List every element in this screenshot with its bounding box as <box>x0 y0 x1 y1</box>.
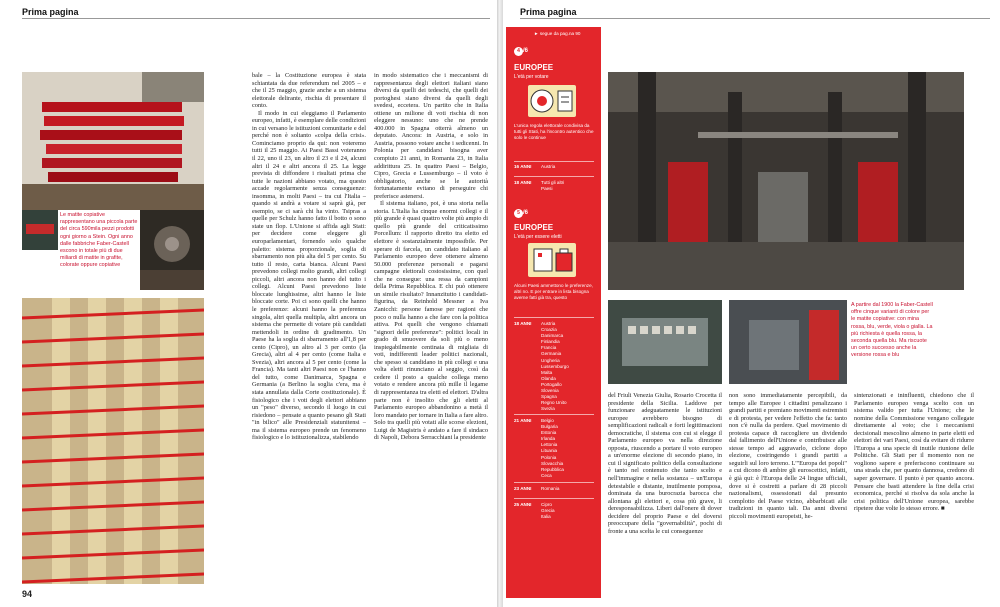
left-col1-para-1: bale – la Costituzione europea è stata schiantata da due referendum nel 2005 – e che il 25 maggio, grazie anche a un sistema elettorale delirante, rischia di presentare il conto. <box>252 72 366 110</box>
left-col2-para-2: Il sistema italiano, poi, è una storia nella storia. L'Italia ha cinque enormi collegi e il più grande è quasi quattro volte più ampio di quello più grande del criticatissimo Porcellum: il rapporto diretto tra eletto ed elettore è sostanzialmente impossibile. Per sperare di farcela, un candidato italiano al Parlamento europeo deve ottenere almeno 50.000 preferenze personali e pagarsi campagne elettorali costosissime, con quel che ne consegue: una ressa da campioni della Prima Repubblica. E chi può ottenere un simile risultato? Innanzitutto i candidati-figurina, da Reinhold Messner a Iva Zanicchi: persone famose per ragioni che poco o nulla hanno a che fare con la politica attiva. Poi quelli che vengono chiamati "signori delle preferenze": politici locali in grado di smuovere da soli più o meno inspiegabilmente centinaia di migliaia di voti, indifferenti leader politici nazionali, che spesso si candidano in più collegi e una volta eletti rinunciano al seggio, così da cedere il posto a qualche collega meno votato e rendere ancora più mille il legame di rappresentanza tra eletti ed elettori. D'altra parte non è insolito che gli eletti al Parlamento europeo abbandonino a metà il loro mandato per tornare in Italia a fare altro. Solo tra quelli più votati alle scorse elezioni, Luigi de Magistris è andato a fare il sindaco di Napoli, Debora Serracchiani la presidente <box>374 200 488 442</box>
photo-factory-hall <box>608 72 964 290</box>
running-head-left: Prima pagina <box>22 7 79 17</box>
caption-right: A partire dal 1900 la Faber-Castell offre cinque varianti di colore per le matite copiative: con mina rossa, blu, verde, viola o gialla. La più richiesta è quella rossa, la seconda quella blu. Ma riscuote un certo successo anche la versione rossa e blu <box>851 302 933 359</box>
right-column-2 <box>729 392 847 584</box>
sidebar-section-5-subtitle: L'età per essere eletti <box>514 234 562 240</box>
sidebar-section-5-number: 5 /6 <box>514 209 528 218</box>
header-rule-left <box>22 18 490 19</box>
page-number-left: 94 <box>22 589 33 599</box>
sidebar-list-16: Austria <box>541 164 556 169</box>
photo-pencils-on-rails <box>22 298 204 584</box>
arrow-right-icon: ► <box>534 31 539 36</box>
photo-machine-gears <box>140 210 204 290</box>
sidebar-candidate-age-25: 25 ANNI <box>514 502 532 507</box>
sidebar-candidate-age-21: 21 ANNI <box>514 418 532 423</box>
sidebar-divider <box>514 414 594 415</box>
caption-left: Le matite copiative rappresentano una piccola parte del circa 590mila pezzi prodotti ogni giorno a Stein. Ogni anno dalle fabbriche Faber-Castell escono in totale più di due miliardi di matite in grafite, colorate oppure copiative <box>60 212 138 269</box>
sidebar-divider <box>514 161 594 162</box>
right-column-3 <box>854 392 974 584</box>
sidebar-section-5-title: EUROPEE <box>514 223 554 232</box>
sidebar-candidate-list-18: Austria Croazia Danimarca Finlandia Francia Germania Ungheria Lussemburgo Malta Olanda Portogallo Slovenia Spagna Regno Unito Svezia <box>541 321 569 412</box>
left-col2-para-1: in modo sistematico che i meccanismi di rappresentanza degli elettori italiani siano diversi da quelli dei tedeschi, che quelli dei portoghesi siano diversi da quelli degli svedesi, eccetera. Un partito che in Italia ottiene un milione di voti rischia di non eleggere nessuno: uno che ne prende 400.000 in Spagna otterrà almeno un deputato. Ancora: in Austria, e solo in Austria, possono votare anche i sedicenni. In Polonia per candidarsi bisogna aver compiuto 21 anni, in Romania 23, in Italia addirittura 25. In quattro Paesi – Belgio, Cipro, Grecia e Lussemburgo – il voto è obbligatorio, anche se le autorità fortunatamente evitano di perseguire chi preferisce astenersi. <box>374 72 488 200</box>
sidebar-divider <box>514 482 594 483</box>
right-col3-text: sintenzionati e ininfluenti, chiedono che il Parlamento europeo venga scelto con un sistema valido per tutta l'Unione; che le nomine della Commissione vengano collegate direttamente al voto; che i meccanismi decisionali mescolino almeno in parte eletti ed elettori dei vari Paesi, così da evitare di ridurre l'Europa a una specie di inutile riunione delle Politiche. Gli Stati per il momento non ne vogliono sapere e preferiscono continuare su una strada che, per quanto dannosa, credono di saper governare. Il punto è per quanto ancora. Pensare che basti attendere la fine della crisi economica, perché si risolva da sola anche la crisi politica dell'Unione europea, sarebbe ripetere due volte lo stesso errore. ■ <box>854 392 974 513</box>
sidebar-candidate-list-23: Romania <box>541 486 560 491</box>
photo-pencil-case-tins <box>608 300 722 384</box>
photo-machine-detail <box>22 210 58 250</box>
sidebar-section-4-title: EUROPEE <box>514 63 554 72</box>
right-column-1 <box>608 392 722 584</box>
left-column-1 <box>252 72 366 584</box>
sidebar-candidate-age-23: 23 ANNI <box>514 486 532 491</box>
photo-red-pencils-bundle <box>22 72 204 210</box>
running-head-right: Prima pagina <box>520 7 577 17</box>
sidebar-list-18: Tutti gli altri Paesi <box>541 180 565 192</box>
ballot-box-illustration <box>528 243 576 277</box>
right-col1-text: del Friuli Venezia Giulia, Rosario Crocetta il presidente della Sicilia. Laddove per funzionare adeguatamente le istituzioni europee avrebbero bisogno di semplificazioni radicali e forti legittimazioni democratiche, il sistema con cui si elegge il Parlamento europeo va nella direzione opposta, riuscendo a portare il voto europeo a un'enorme elezione di secondo piano, in cui il significato politico della consultazione è tanto nel contenuto che tanto scelto e nell'immagine e nella sostanza – un'Europa detestabile e distante, inutilmente pomposa, dominata da una burocrazia barocca che allontana gli elettori e, cosa più grave, li deresponsabilizza. Liberi dall'onere di dover decidere del proprio Paese e del doversi preoccupare della "governabilità", pochi di fronte a una scelta le cui conseguenze <box>608 392 722 535</box>
right-col2-text: non sono immediatamente percepibili, da tempo alle Europee i cittadini penalizzano i grandi partiti e premiano movimenti estremisti e di protesta, per vedere l'effetto che fa: tanto non c'è nulla da perdere. Quel movimento di protesta capace di raccogliere un dividendo dal fallimento dell'Unione e contribuisce alle stesse tempo ad aggravarlo, ciclone dopo elezione, costringendo i grandi partiti a seguirli sul loro terreno. L'"Europa dei popoli" a cui dicono di ambire gli euroscettici, infatti, è già qui: è l'Europa delle 24 lingue ufficiali, dove si è costretti a parlare di 28 piccoli nazionalismi, ossessionati dal presunto complotto del Paese vicino, abbarbicati alle tradizioni in quanto tali. Da anni diversi piccoli movimenti europeisti, he- <box>729 392 847 520</box>
sidebar-divider <box>514 317 594 318</box>
sidebar-divider <box>514 498 594 499</box>
header-rule-right <box>520 18 990 19</box>
sidebar-section-4-text: L'unica regola elettorale condivisa da tutti gli Stati, ha l'incontro autentico che solo le continue <box>514 123 594 140</box>
sidebar-section-5-text: Alcuni Paesi ammettono le preferenze, altri no. E per entrare in lista bisogna averne fatti già tra, questo <box>514 283 593 300</box>
sidebar-section-4-number: 4 /6 <box>514 47 528 56</box>
photo-machine-worker <box>729 300 847 384</box>
sidebar-divider <box>514 176 594 177</box>
left-page <box>0 0 497 607</box>
left-column-2 <box>374 72 488 584</box>
sidebar-electoral-rules <box>506 27 601 598</box>
left-col1-para-2: Il modo in cui eleggiamo il Parlamento europeo, infatti, è esemplare delle condizioni in cui versano le istituzioni comunitarie e del perché non è soltanto «colpa della crisi». Cominciamo proprio da qui: non voteremo tutti il 25 maggio. Ai Paesi Bassi voteranno il 22, uno il 23, un altro il 23 e il 24, alcuni altri il 24 e altri ancora il 25. La legge prevista di diffondere i risultati prima che tutte le nazioni abbiano votato, ma questo accade regolarmente senza conseguenze: insomma, in molti Paesi – tra cui l'Italia – quando si andrà a votare si saprà già, per esempio, se ci sarà chi ha vinto. Tsipras a quelle per Schulz hanno fatto il botto o sono state un flop. L'Unione si affida agli Stati: per decidere come eleggere gli europarlamentari, fornendo solo qualche paletto: sistema proporzionale, soglia di sbarramento non più alta del 5 per cento. Su tutto il resto, carta bianca. Alcuni Paesi prevedono collegi molto grandi, altri collegi piccoli, altri ancora non hanno del tutto i collegi. Alcuni Paesi prevedono liste bloccate lunghissime, altri hanno le liste bloccate corte. Poi ci sono quelli che hanno le preferenze: alcuni hanno la preferenza singola, altri quella multipla, altri ancora un sistema che permette di votare più candidati mettendoli in ordine di gradimento. Un Paese ha la soglia di sbarramento all'1,8 per cento (Cipro), un altro al 3 per cento (la Grecia), altri al 4 per cento (come Italia e Svezia), altri ancora al 5 per cento (come la Francia). Ma tanti altri Paesi non ce l'hanno del tutto, come Danimarca, Spagna e Germania (a Berlino la soglia c'era, ma è stata annullata dalla Corte costituzionale). È fisiologico che i voti degli elettori abbiano un "peso" diverso, secondo il luogo in cui risiedono – pensate a quanto pesano gli Stati "in bilico" alle Presidenziali statunitensi – ma il sistema europeo prende un fenomeno fisiologico e lo istituzionalizza, stabilendo <box>252 109 366 442</box>
sidebar-age-18: 18 ANNI <box>514 180 532 185</box>
sidebar-continued-note: ► segue da pag.na 90 <box>534 31 581 36</box>
sidebar-candidate-list-21: Belgio Bulgaria Estonia Irlanda Lettonia Lituania Polonia Slovacchia Repubblica Ceca <box>541 418 564 478</box>
sidebar-section-4-subtitle: L'età per votare <box>514 74 549 80</box>
sidebar-candidate-age-18: 18 ANNI <box>514 321 532 326</box>
ballot-map-illustration <box>528 85 576 117</box>
sidebar-age-16: 16 ANNI <box>514 164 532 169</box>
sidebar-candidate-list-25: Cipro Grecia Italia <box>541 502 555 520</box>
